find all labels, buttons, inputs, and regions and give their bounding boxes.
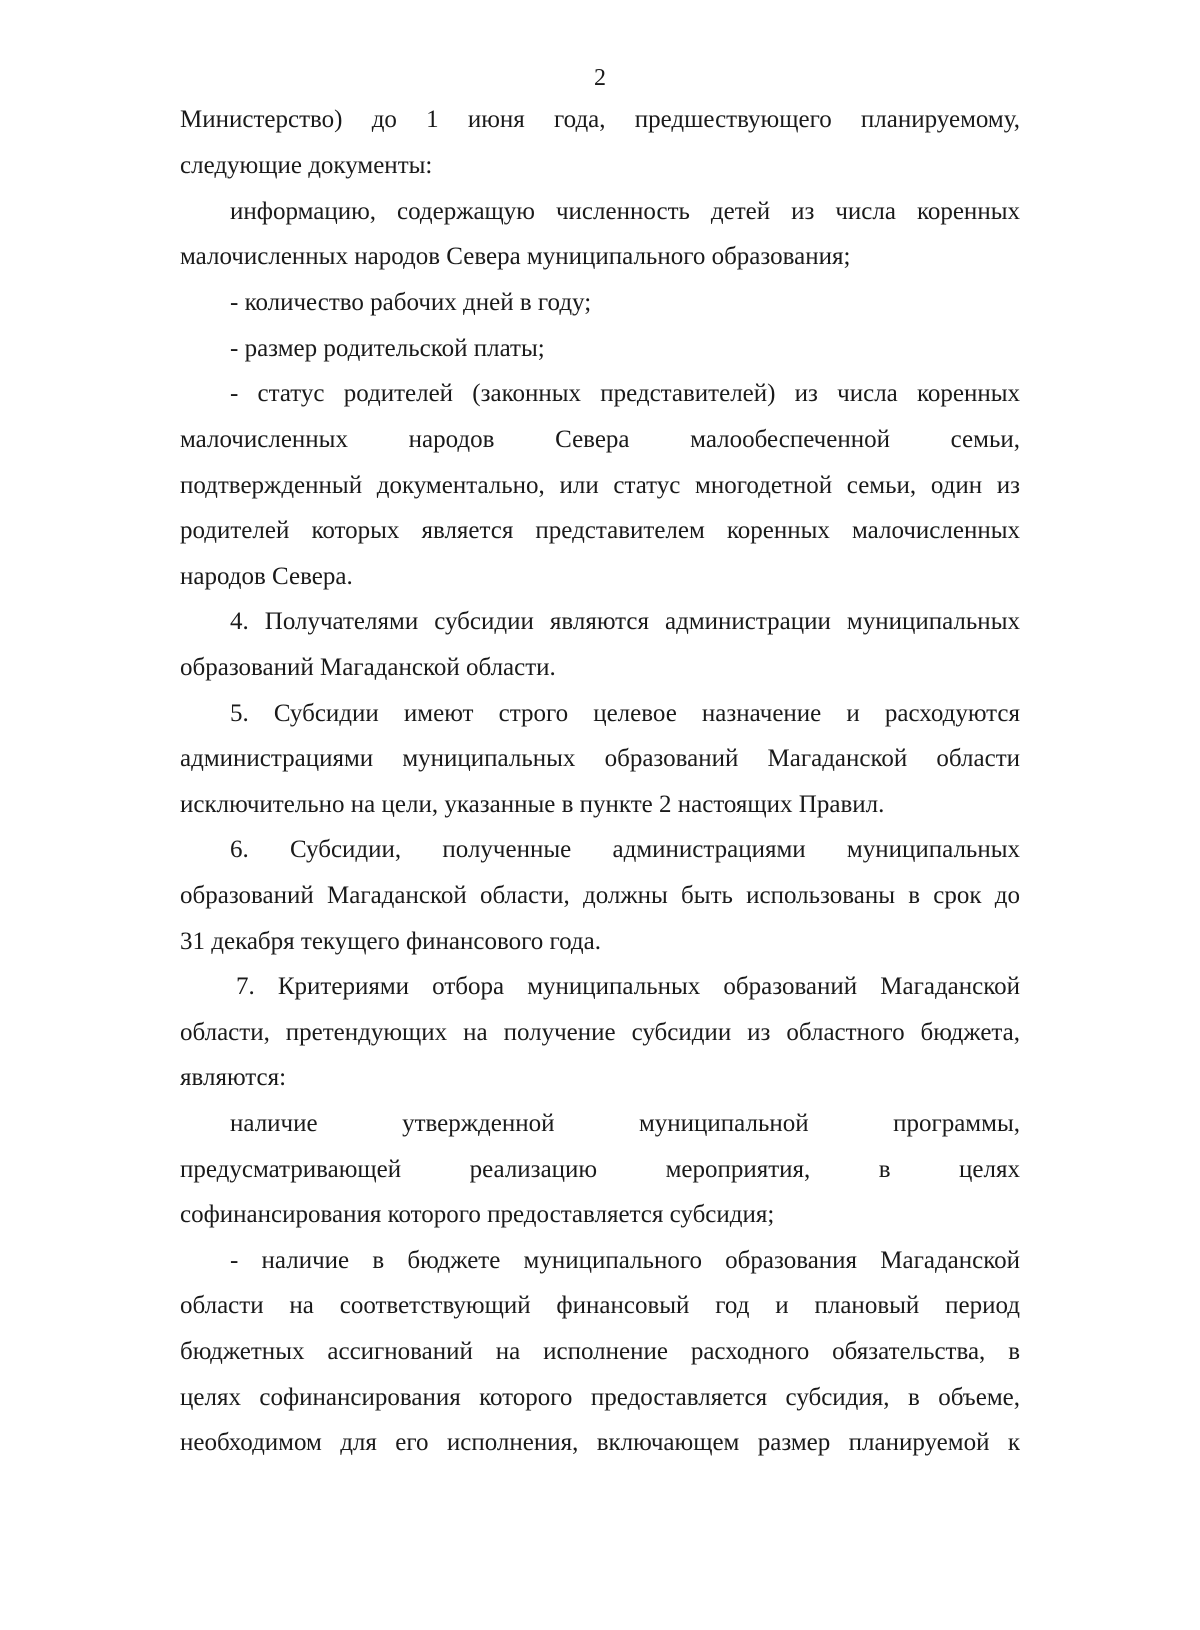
text-line: 5. Субсидии имеют строго целевое назначение и расходуются xyxy=(230,700,1020,727)
text-line: - размер родительской платы; xyxy=(230,335,545,362)
text-line: следующие документы: xyxy=(180,152,433,179)
text-line: Министерство) до 1 июня года, предшествующего планируемому, xyxy=(180,106,1020,133)
text-line: - статус родителей (законных представителей) из числа коренных xyxy=(230,380,1020,407)
text-line: родителей которых является представителем коренных малочисленных xyxy=(180,517,1020,544)
text-line: области на соответствующий финансовый год и плановый период xyxy=(180,1292,1020,1319)
text-line: области, претендующих на получение субсидии из областного бюджета, xyxy=(180,1019,1020,1046)
text-line: предусматривающей реализацию мероприятия, в целях xyxy=(180,1156,1020,1183)
text-line: целях софинансирования которого предоставляется субсидия, в объеме, xyxy=(180,1384,1020,1411)
text-line: 31 декабря текущего финансового года. xyxy=(180,928,601,955)
text-line: бюджетных ассигнований на исполнение расходного обязательства, в xyxy=(180,1338,1020,1365)
text-line: малочисленных народов Севера малообеспеченной семьи, xyxy=(180,426,1020,453)
text-line: образований Магаданской области. xyxy=(180,654,556,681)
text-line: малочисленных народов Севера муниципального образования; xyxy=(180,243,851,270)
text-line: 4. Получателями субсидии являются администрации муниципальных xyxy=(230,608,1020,635)
text-line: администрациями муниципальных образований Магаданской области xyxy=(180,745,1020,772)
text-line: наличие утвержденной муниципальной программы, xyxy=(230,1110,1020,1137)
text-line: образований Магаданской области, должны быть использованы в срок до xyxy=(180,882,1020,909)
text-line: народов Севера. xyxy=(180,563,353,590)
text-line: необходимом для его исполнения, включающем размер планируемой к xyxy=(180,1429,1020,1456)
page-number: 2 xyxy=(594,65,606,91)
text-line: - наличие в бюджете муниципального образования Магаданской xyxy=(230,1247,1020,1274)
text-line: являются: xyxy=(180,1064,287,1091)
text-line: софинансирования которого предоставляется субсидия; xyxy=(180,1201,775,1228)
text-line: 6. Субсидии, полученные администрациями муниципальных xyxy=(230,836,1020,863)
text-line: 7. Критериями отбора муниципальных образований Магаданской xyxy=(236,973,1020,1000)
text-line: информацию, содержащую численность детей из числа коренных xyxy=(230,198,1020,225)
text-line: подтвержденный документально, или статус многодетной семьи, один из xyxy=(180,472,1020,499)
text-line: исключительно на цели, указанные в пункте 2 настоящих Правил. xyxy=(180,791,885,818)
text-line: - количество рабочих дней в году; xyxy=(230,289,592,316)
